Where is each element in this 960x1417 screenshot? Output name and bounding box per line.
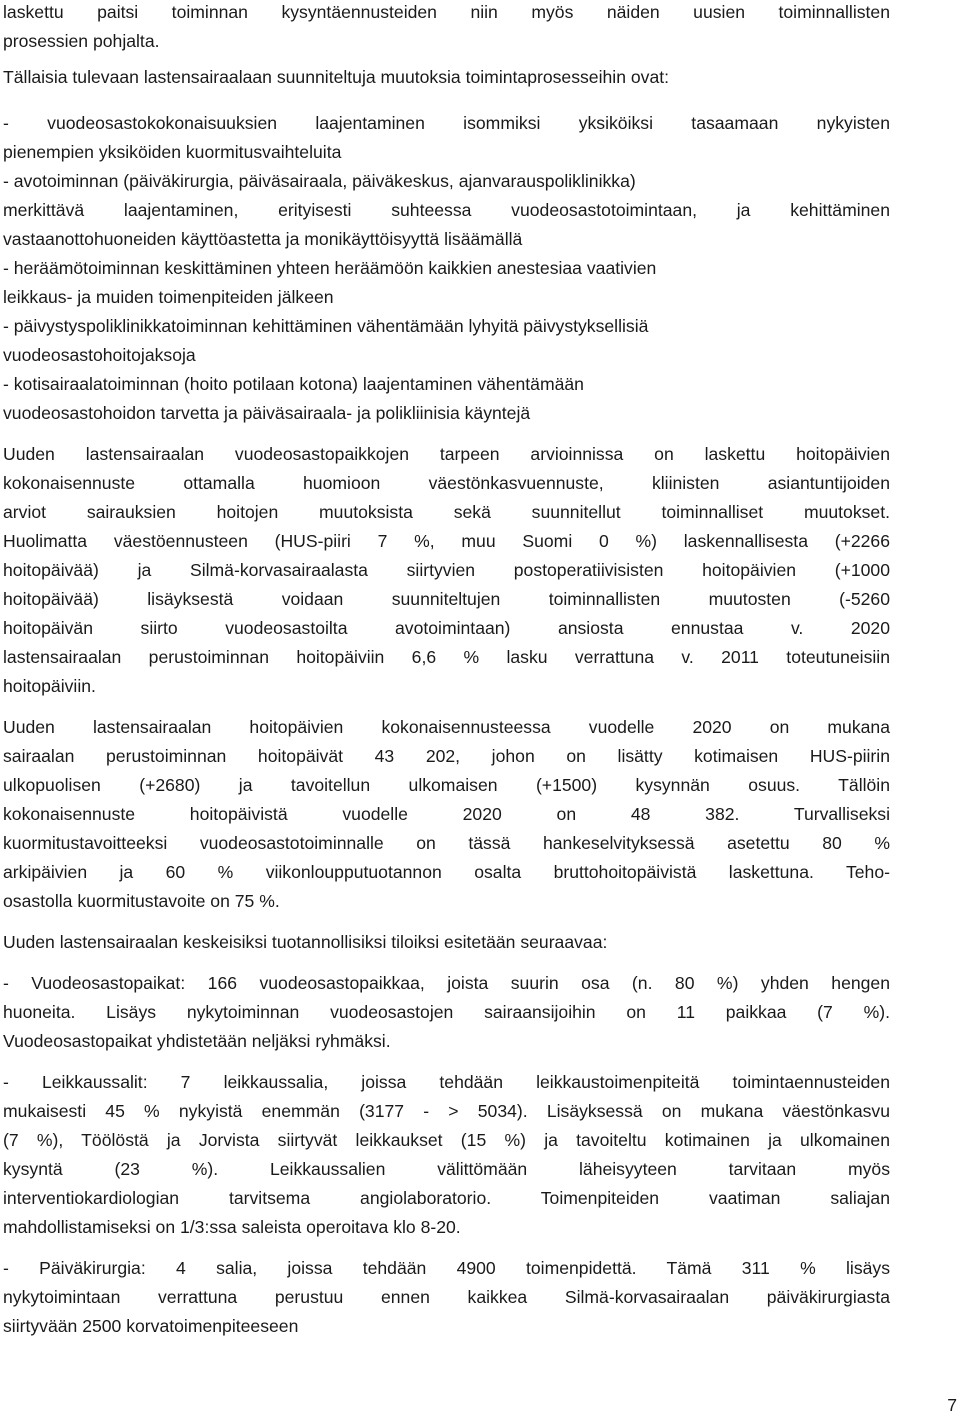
text-line: Huolimatta väestöennusteen (HUS-piiri 7 %, muu Suomi 0 %) laskennallisesta (+2266 bbox=[3, 531, 890, 551]
text-line: arviot sairauksien hoitojen muutoksista sekä suunnitellut toiminnalliset muutokset. bbox=[3, 502, 890, 522]
text-line: - päivystyspoliklinikkatoiminnan kehittäminen vähentämään lyhyitä päivystyksellisiä bbox=[3, 316, 649, 336]
text-line: (7 %), Töölöstä ja Jorvista siirtyvät leikkaukset (15 %) ja tavoiteltu kotimainen ja ulkomainen bbox=[3, 1130, 890, 1150]
text-line: kysyntä (23 %). Leikkaussalien välittömään läheisyyteen tarvitaan myös bbox=[3, 1159, 890, 1179]
text-line: nykytoimintaan verrattuna perustuu ennen kaikkea Silmä-korvasairaalan päiväkirurgiasta bbox=[3, 1287, 890, 1307]
text-line: pienempien yksiköiden kuormitusvaihteluita bbox=[3, 142, 342, 162]
text-line: mukaisesti 45 % nykyistä enemmän (3177 - > 5034). Lisäyksessä on mukana väestönkasvu bbox=[3, 1101, 890, 1121]
text-line: ulkopuolisen (+2680) ja tavoitellun ulkomaisen (+1500) kysynnän osuus. Tällöin bbox=[3, 775, 890, 795]
text-line: arkipäivien ja 60 % viikonloupputuotannon osalta bruttohoitopäivistä laskettuna. Teho- bbox=[3, 862, 890, 882]
text-line: sairaalan perustoiminnan hoitopäivät 43 202, johon on lisätty kotimaisen HUS-piirin bbox=[3, 746, 890, 766]
text-line: hoitopäivän siirto vuodeosastoilta avotoimintaan) ansiosta ennustaa v. 2020 bbox=[3, 618, 890, 638]
text-line: - avotoiminnan (päiväkirurgia, päiväsairaala, päiväkeskus, ajanvarauspoliklinikka) bbox=[3, 171, 636, 191]
text-line: laskettu paitsi toiminnan kysyntäennusteiden niin myös näiden uusien toiminnallisten bbox=[3, 2, 890, 22]
text-line: Uuden lastensairaalan keskeisiksi tuotannollisiksi tiloiksi esitetään seuraavaa: bbox=[3, 932, 608, 952]
text-line: siirtyvään 2500 korvatoimenpiteeseen bbox=[3, 1316, 299, 1336]
text-line: hoitopäiviin. bbox=[3, 676, 96, 696]
text-line: hoitopäivää) ja Silmä-korvasairaalasta siirtyvien postoperatiivisisten hoitopäivien (+1000 bbox=[3, 560, 890, 580]
text-line: prosessien pohjalta. bbox=[3, 31, 160, 51]
text-line: merkittävä laajentaminen, erityisesti suhteessa vuodeosastotoimintaan, ja kehittäminen bbox=[3, 200, 890, 220]
text-line: vastaanottohuoneiden käyttöastetta ja monikäyttöisyyttä lisäämällä bbox=[3, 229, 523, 249]
text-line: lastensairaalan perustoiminnan hoitopäiviin 6,6 % lasku verrattuna v. 2011 toteutuneisiin bbox=[3, 647, 890, 667]
text-line: interventiokardiologian tarvitsema angiolaboratorio. Toimenpiteiden vaatiman saliajan bbox=[3, 1188, 890, 1208]
text-line: hoitopäivää) lisäyksestä voidaan suunniteltujen toiminnallisten muutosten (-5260 bbox=[3, 589, 890, 609]
text-line: - Päiväkirurgia: 4 salia, joissa tehdään 4900 toimenpidettä. Tämä 311 % lisäys bbox=[3, 1258, 890, 1278]
page-number: 7 bbox=[947, 1395, 957, 1415]
text-line: mahdollistamiseksi on 1/3:ssa saleista operoitava klo 8-20. bbox=[3, 1217, 461, 1237]
text-line: leikkaus- ja muiden toimenpiteiden jälkeen bbox=[3, 287, 334, 307]
text-line: - Leikkaussalit: 7 leikkaussalia, joissa tehdään leikkaustoimenpiteitä toimintaennusteiden bbox=[3, 1072, 890, 1092]
text-line: vuodeosastohoidon tarvetta ja päiväsairaala- ja polikliinisia käyntejä bbox=[3, 403, 531, 423]
text-line: Uuden lastensairaalan vuodeosastopaikkojen tarpeen arvioinnissa on laskettu hoitopäivien bbox=[3, 444, 890, 464]
text-line: vuodeosastohoitojaksoja bbox=[3, 345, 196, 365]
text-line: huoneita. Lisäys nykytoiminnan vuodeosastojen sairaansijoihin on 11 paikkaa (7 %). bbox=[3, 1002, 890, 1022]
text-line: osastolla kuormitustavoite on 75 %. bbox=[3, 891, 280, 911]
text-line: kuormitustavoitteeksi vuodeosastotoiminnalle on tässä hankeselvityksessä asetettu 80 % bbox=[3, 833, 890, 853]
text-line: - Vuodeosastopaikat: 166 vuodeosastopaikkaa, joista suurin osa (n. 80 %) yhden hengen bbox=[3, 973, 890, 993]
text-line: kokonaisennuste ottamalla huomioon väestönkasvuennuste, kliinisten asiantuntijoiden bbox=[3, 473, 890, 493]
text-line: - heräämötoiminnan keskittäminen yhteen heräämöön kaikkien anestesiaa vaativien bbox=[3, 258, 657, 278]
text-line: Vuodeosastopaikat yhdistetään neljäksi ryhmäksi. bbox=[3, 1031, 391, 1051]
text-line: - vuodeosastokokonaisuuksien laajentaminen isommiksi yksiköiksi tasaamaan nykyisten bbox=[3, 113, 890, 133]
text-line: Uuden lastensairaalan hoitopäivien kokonaisennusteessa vuodelle 2020 on mukana bbox=[3, 717, 890, 737]
text-line: - kotisairaalatoiminnan (hoito potilaan kotona) laajentaminen vähentämään bbox=[3, 374, 584, 394]
text-line: Tällaisia tulevaan lastensairaalaan suunniteltuja muutoksia toimintaprosesseihin ovat: bbox=[3, 67, 670, 87]
text-line: kokonaisennuste hoitopäivistä vuodelle 2020 on 48 382. Turvalliseksi bbox=[3, 804, 890, 824]
